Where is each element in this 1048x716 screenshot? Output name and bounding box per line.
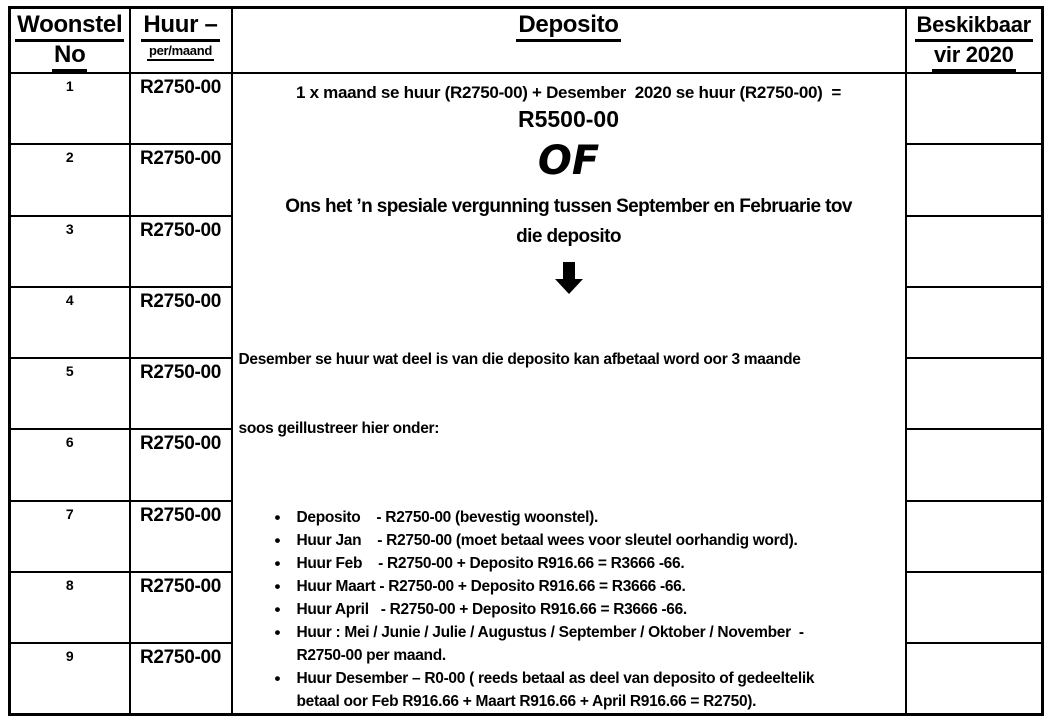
woonstel-no-cell: 2 — [10, 144, 130, 215]
table-row — [10, 73, 1043, 144]
woonstel-no-cell: 3 — [10, 216, 130, 287]
header-beskikbaar — [906, 8, 1043, 74]
list-item-huur-april: • Huur April - R2750-00 + Deposito R916.66 = R3666 -66. — [275, 598, 899, 621]
huur-cell: R2750-00 — [130, 572, 232, 643]
header-woonstel-no — [10, 8, 130, 74]
huur-cell: R2750-00 — [130, 429, 232, 500]
available-cell — [906, 144, 1043, 215]
special-permission-line1: Ons het ’n spesiale vergunning tussen September en Februarie tov — [285, 196, 852, 217]
woonstel-no-cell: 5 — [10, 358, 130, 429]
available-cell — [906, 216, 1043, 287]
list-item-deposito: • Deposito - R2750-00 (bevestig woonstel). — [275, 506, 899, 529]
deposit-formula-text: 1 x maand se huur (R2750-00) + Desember 2020 se huur (R2750-00) = — [296, 83, 841, 102]
available-cell — [906, 287, 1043, 358]
header-deposito-label: Deposito — [516, 12, 620, 42]
huur-cell: R2750-00 — [130, 287, 232, 358]
header-huur-label: Huur – — [141, 12, 219, 42]
available-cell — [906, 429, 1043, 500]
huur-cell: R2750-00 — [130, 358, 232, 429]
list-item-huur-maart: • Huur Maart - R2750-00 + Deposito R916.66 = R3666 -66. — [275, 575, 899, 598]
list-item-huur-desember: • Huur Desember – R0-00 ( reeds betaal as deel van deposito of gedeeltelik betaal oor Feb R916.66 + Maart R916.66 + April R916.66 = R2750). — [275, 667, 899, 713]
table-header-row — [10, 8, 1043, 74]
payment-schedule-list — [275, 506, 899, 713]
woonstel-no-cell: 1 — [10, 73, 130, 144]
deposito-cell — [232, 73, 906, 715]
list-item-huur-feb: • Huur Feb - R2750-00 + Deposito R916.66 = R3666 -66. — [275, 552, 899, 575]
header-woonstel-label: Woonstel — [15, 12, 124, 42]
huur-cell: R2750-00 — [130, 144, 232, 215]
huur-cell: R2750-00 — [130, 73, 232, 144]
woonstel-no-cell: 4 — [10, 287, 130, 358]
rental-deposit-table — [8, 6, 1044, 716]
list-item-huur-jan: • Huur Jan - R2750-00 (moet betaal wees voor sleutel oorhandig word). — [275, 529, 899, 552]
woonstel-no-cell: 9 — [10, 643, 130, 714]
header-no-label: No — [52, 42, 87, 72]
header-vir-2020-label: vir 2020 — [932, 42, 1016, 72]
woonstel-no-cell: 8 — [10, 572, 130, 643]
huur-cell: R2750-00 — [130, 643, 232, 714]
list-item-huur-mei-nov: • Huur : Mei / Junie / Julie / Augustus / September / Oktober / November - R2750-00 per maand. — [275, 621, 899, 667]
woonstel-no-cell: 6 — [10, 429, 130, 500]
available-cell — [906, 501, 1043, 572]
woonstel-no-cell: 7 — [10, 501, 130, 572]
header-beskikbaar-label: Beskikbaar — [915, 12, 1033, 42]
header-huur — [130, 8, 232, 74]
installment-intro-line2: soos geillustreer hier onder: — [238, 420, 440, 437]
huur-cell: R2750-00 — [130, 216, 232, 287]
huur-cell: R2750-00 — [130, 501, 232, 572]
special-permission-text — [239, 192, 899, 252]
available-cell — [906, 358, 1043, 429]
deposit-total-text: R5500-00 — [517, 106, 620, 132]
or-word-text: OF — [537, 138, 600, 184]
available-cell — [906, 643, 1043, 714]
header-per-maand-label: per/maand — [147, 43, 214, 61]
installment-intro-text — [239, 302, 899, 486]
header-deposito — [232, 8, 906, 74]
down-arrow-icon — [554, 262, 584, 294]
installment-intro-line1: Desember se huur wat deel is van die deposito kan afbetaal word oor 3 maande — [238, 351, 801, 368]
available-cell — [906, 73, 1043, 144]
special-permission-line2: die deposito — [516, 226, 621, 247]
available-cell — [906, 572, 1043, 643]
